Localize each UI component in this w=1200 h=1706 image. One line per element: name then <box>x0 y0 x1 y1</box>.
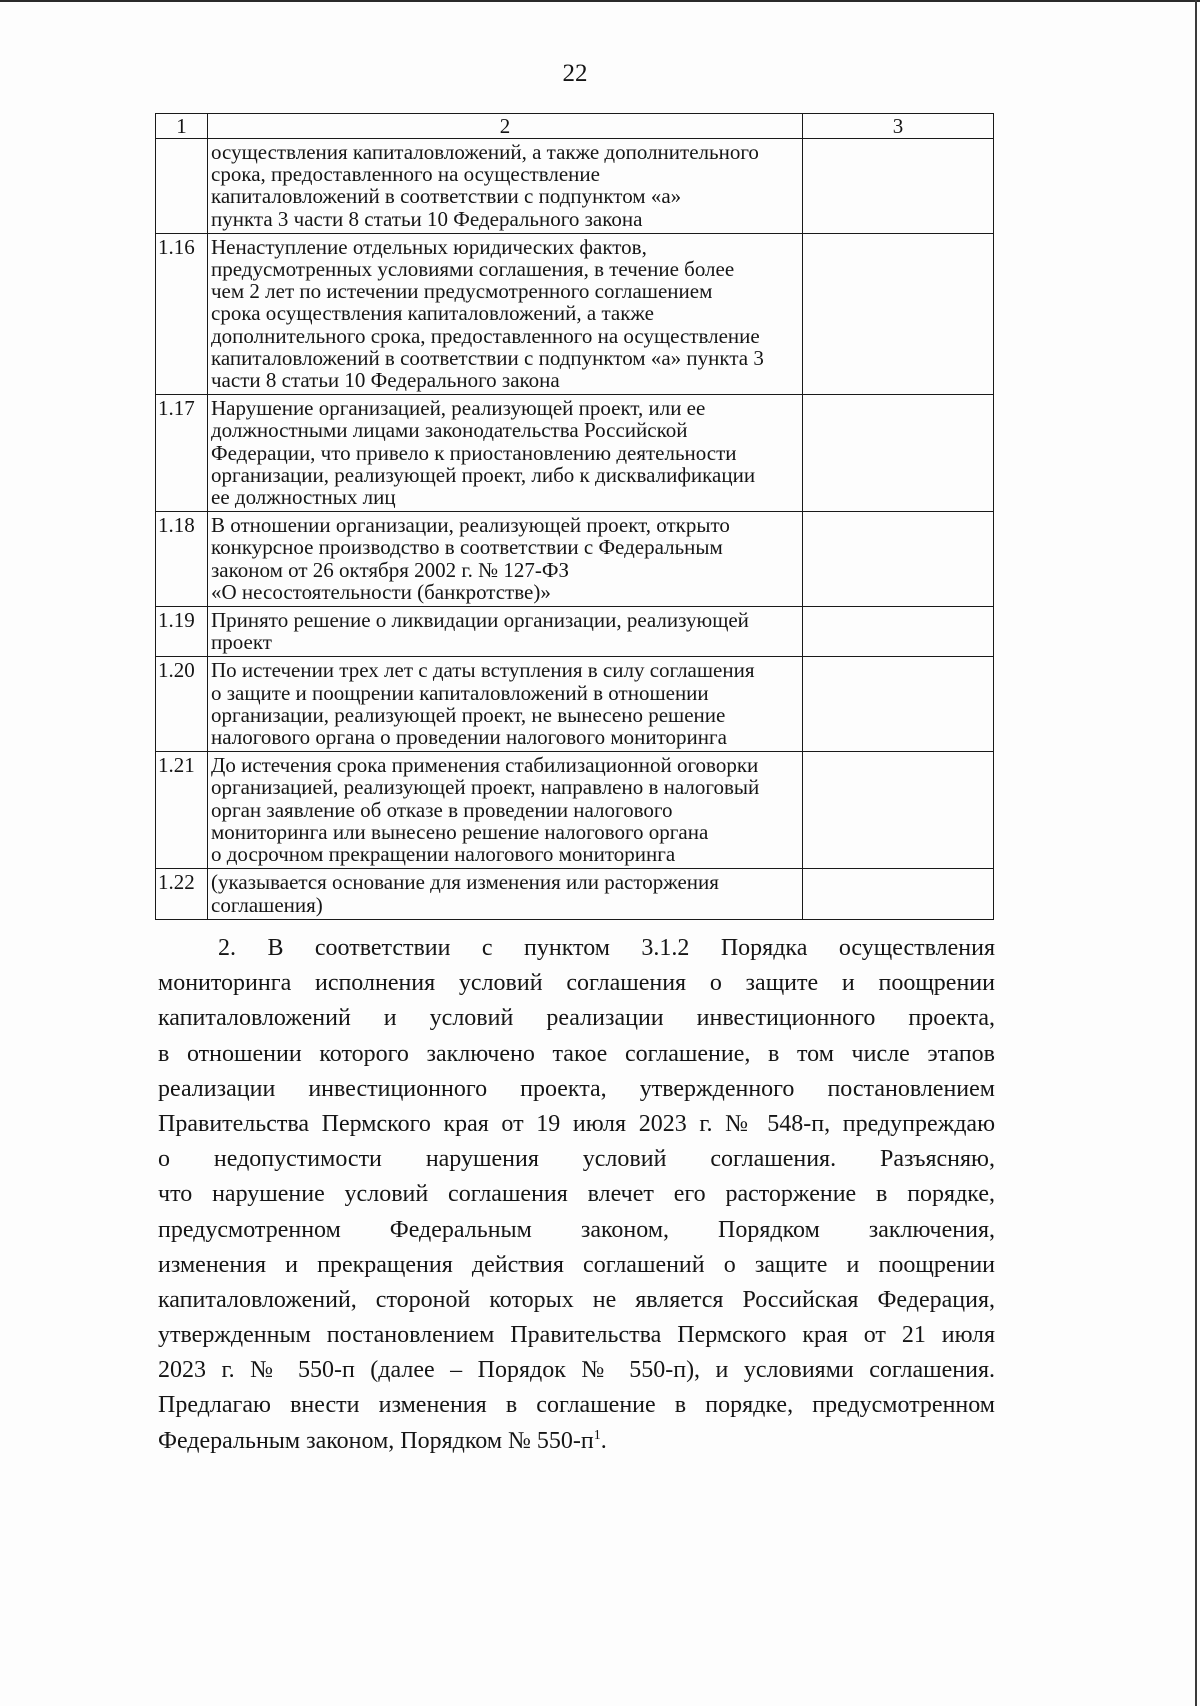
row-number-cell: 1.18 <box>156 512 208 607</box>
paragraph-line-tail: . <box>600 1427 607 1454</box>
row-description-cell <box>208 607 803 657</box>
row-description-line: «О несостоятельности (банкротстве)» <box>211 579 551 604</box>
row-value-cell <box>803 233 994 394</box>
row-description-line: налогового органа о проведении налогового мониторинга <box>211 725 727 750</box>
table-header-cell: 2 <box>208 114 803 139</box>
row-description-line: капиталовложений в соответствии с подпунктом «а» <box>211 184 682 209</box>
paragraph-line: изменения и прекращения действия соглашений о защите и поощрении <box>158 1251 995 1278</box>
page-number: 22 <box>562 60 588 87</box>
scan-edge-right <box>1195 0 1197 1706</box>
row-number-cell: 1.17 <box>156 395 208 512</box>
row-description-line: Федерации, что привело к приостановлению деятельности <box>211 440 737 465</box>
row-description-line: мониторинга или вынесено решение налогового органа <box>211 819 709 844</box>
row-description-line: По истечении трех лет с даты вступления в силу соглашения <box>211 658 755 683</box>
row-description-line: проект <box>211 630 272 655</box>
paragraph-line: капиталовложений, стороной которых не является Российская Федерация, <box>158 1286 995 1313</box>
row-value-cell <box>803 869 994 919</box>
paragraph-line: реализации инвестиционного проекта, утвержденного постановлением <box>158 1075 995 1102</box>
row-number-cell: 1.22 <box>156 869 208 919</box>
row-value-cell <box>803 139 994 234</box>
row-value-cell <box>803 512 994 607</box>
table-row <box>156 869 994 919</box>
row-description-line: срока осуществления капиталовложений, а также <box>211 301 654 326</box>
row-description-line: пункта 3 части 8 статьи 10 Федерального закона <box>211 206 643 231</box>
table-body <box>156 139 994 920</box>
table-row <box>156 139 994 234</box>
paragraph-line: о недопустимости нарушения условий соглашения. Разъясняю, <box>158 1146 995 1173</box>
conditions-table <box>155 113 994 920</box>
table-row <box>156 395 994 512</box>
row-description-line: орган заявление об отказе в проведении налогового <box>211 797 673 822</box>
table-row <box>156 657 994 752</box>
paragraph-line: 2. В соответствии с пунктом 3.1.2 Порядка осуществления <box>218 935 995 961</box>
paragraph-line: предусмотренном Федеральным законом, Порядком заключения, <box>158 1216 995 1243</box>
row-description-line: организацией, реализующей проект, направлено в налоговый <box>211 775 760 800</box>
table-header-cell: 1 <box>156 114 208 139</box>
row-description-line: капиталовложений в соответствии с подпунктом «а» пункта 3 <box>211 345 764 370</box>
row-number-cell: 1.19 <box>156 607 208 657</box>
paragraph-line: что нарушение условий соглашения влечет его расторжение в порядке, <box>158 1181 995 1208</box>
row-value-cell <box>803 607 994 657</box>
row-description-line: предусмотренных условиями соглашения, в течение более <box>211 257 735 282</box>
row-description-line: о защите и поощрении капиталовложений в отношении <box>211 680 709 705</box>
footnote-mark: 1 <box>593 1427 601 1443</box>
row-description-line: законом от 26 октября 2002 г. № 127-ФЗ <box>211 557 569 582</box>
row-description-line: части 8 статьи 10 Федерального закона <box>211 368 560 393</box>
row-description-line: В отношении организации, реализующей проект, открыто <box>211 513 730 538</box>
table-row <box>156 512 994 607</box>
paragraph-line <box>158 1424 995 1459</box>
row-description-cell <box>208 752 803 869</box>
paragraph-line: Предлагаю внести изменения в соглашение в порядке, предусмотренном <box>158 1392 995 1419</box>
row-description-line: чем 2 лет по истечении предусмотренного соглашением <box>211 279 713 304</box>
table-header-cell: 3 <box>803 114 994 139</box>
row-number-cell: 1.16 <box>156 233 208 394</box>
paragraph-line: 2023 г. № 550-п (далее – Порядок № 550-п), и условиями соглашения. <box>158 1357 995 1384</box>
row-description-line: конкурсное производство в соответствии с Федеральным <box>211 535 723 560</box>
body-paragraph <box>158 931 995 1459</box>
row-value-cell <box>803 657 994 752</box>
row-value-cell <box>803 395 994 512</box>
table-row <box>156 752 994 869</box>
row-description-line: соглашения) <box>211 892 323 917</box>
row-description-line: До истечения срока применения стабилизационной оговорки <box>211 753 759 778</box>
row-value-cell <box>803 752 994 869</box>
row-description-line: организации, реализующей проект, либо к дисквалификации <box>211 462 756 487</box>
row-number-cell: 1.20 <box>156 657 208 752</box>
row-description-line: о досрочном прекращении налогового мониторинга <box>211 842 676 867</box>
row-description-cell <box>208 657 803 752</box>
paragraph-line: Правительства Пермского края от 19 июля 2023 г. № 548-п, предупреждаю <box>158 1110 995 1137</box>
row-number-cell <box>156 139 208 234</box>
row-description-line: Ненаступление отдельных юридических фактов, <box>211 234 647 259</box>
row-description-line: (указывается основание для изменения или расторжения <box>211 870 719 895</box>
paragraph-line: капиталовложений и условий реализации инвестиционного проекта, <box>158 1005 995 1032</box>
row-number-cell: 1.21 <box>156 752 208 869</box>
scan-edge-top <box>0 0 1200 2</box>
row-description-cell <box>208 233 803 394</box>
row-description-line: срока, предоставленного на осуществление <box>211 162 600 187</box>
row-description-line: организации, реализующей проект, не вынесено решение <box>211 702 726 727</box>
row-description-line: дополнительного срока, предоставленного на осуществление <box>211 323 760 348</box>
table-row <box>156 607 994 657</box>
row-description-cell <box>208 139 803 234</box>
row-description-line: Принято решение о ликвидации организации, реализующей <box>211 608 749 633</box>
row-description-cell <box>208 869 803 919</box>
table-header-row <box>156 114 994 139</box>
row-description-line: должностными лицами законодательства Российской <box>211 418 688 443</box>
paragraph-line: мониторинга исполнения условий соглашения о защите и поощрении <box>158 970 995 997</box>
paragraph-line-text: Федеральным законом, Порядком № 550-п <box>158 1427 594 1454</box>
row-description-line: Нарушение организацией, реализующей проект, или ее <box>211 396 706 421</box>
row-description-line: осуществления капиталовложений, а также дополнительного <box>211 140 759 164</box>
row-description-line: ее должностных лиц <box>211 485 396 510</box>
paragraph-line: утвержденным постановлением Правительства Пермского края от 21 июля <box>158 1322 995 1349</box>
table-row <box>156 233 994 394</box>
row-description-cell <box>208 512 803 607</box>
paragraph-line: в отношении которого заключено такое соглашение, в том числе этапов <box>158 1040 995 1067</box>
row-description-cell <box>208 395 803 512</box>
